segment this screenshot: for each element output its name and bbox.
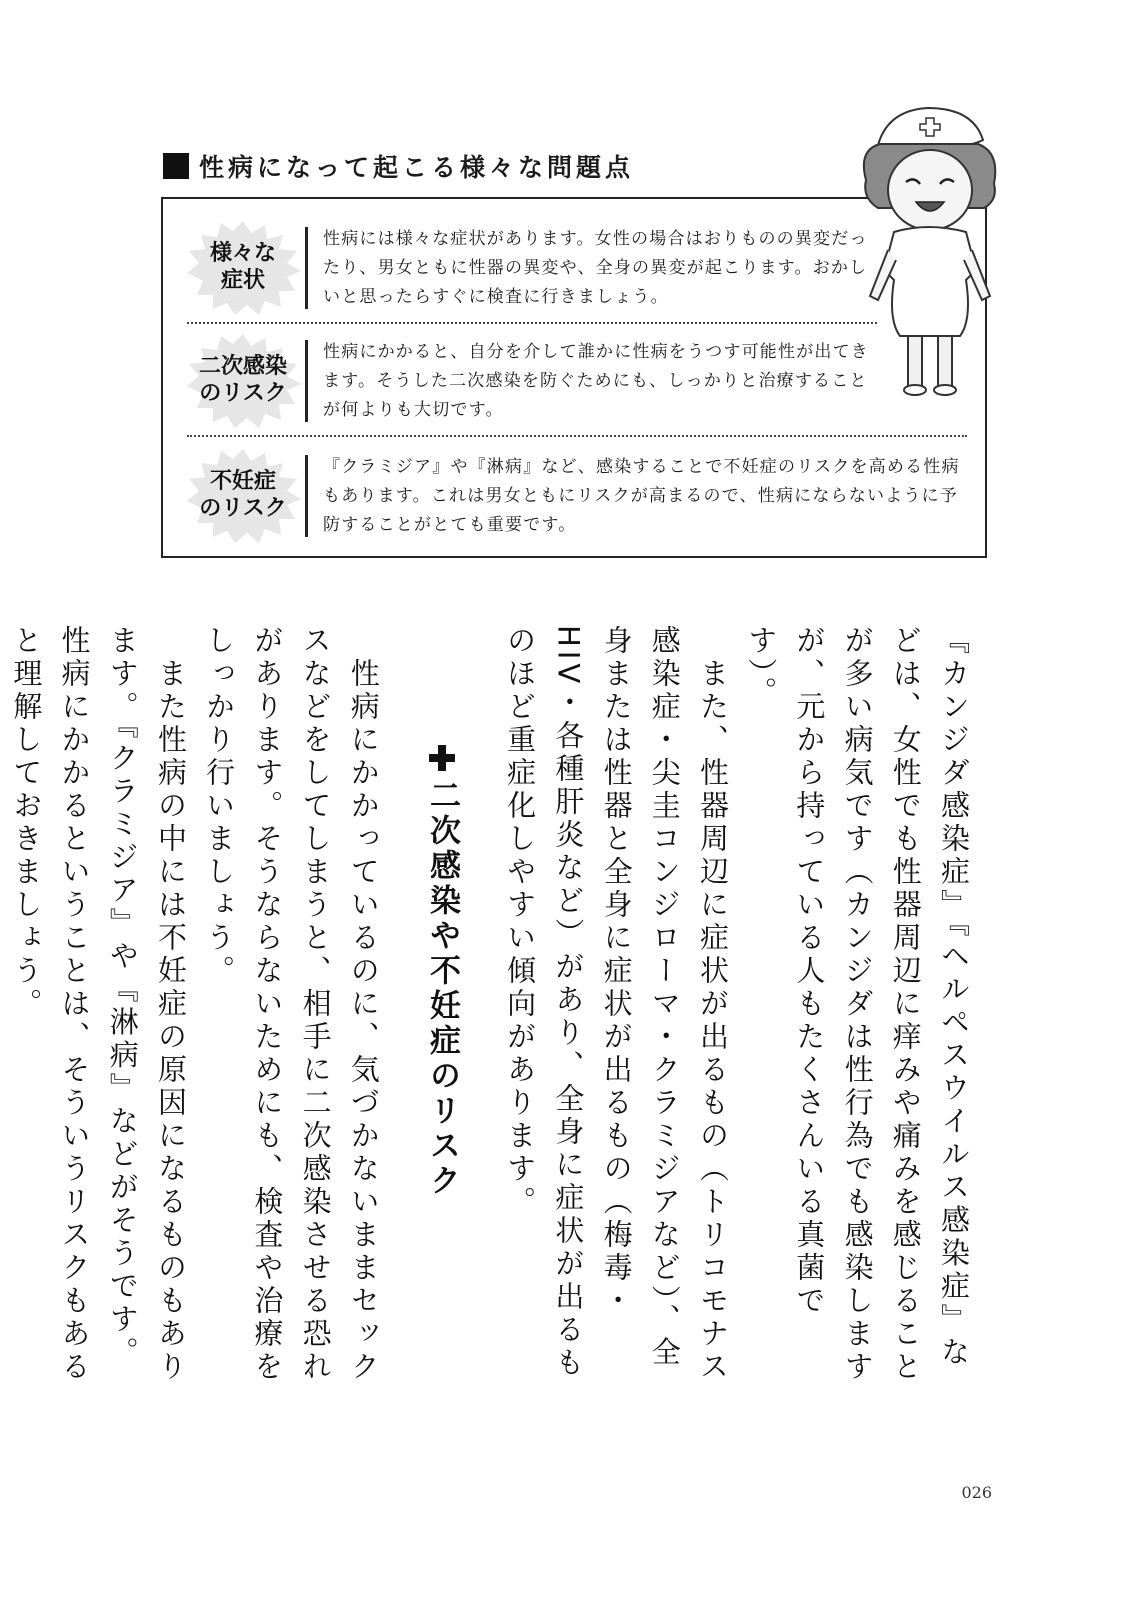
row-divider-bar [305, 340, 308, 422]
badge-infertility [183, 447, 303, 543]
section-title-text: 性病になって起こる様々な問題点 [199, 153, 635, 182]
row-divider-bar [305, 227, 308, 309]
badge-label: 二次感染 のリスク [198, 354, 287, 406]
cross-icon [429, 745, 455, 771]
subsection-heading [418, 745, 466, 1385]
dotted-divider [187, 435, 967, 437]
badge-secondary-infection [183, 332, 303, 428]
dotted-divider [187, 322, 877, 324]
problem-row-infertility [163, 441, 985, 551]
badge-symptoms [183, 219, 303, 315]
problem-text: 『クラミジア』や『淋病』など、感染することで不妊症のリスクを高める性病もあります。これは男女ともにリスクが高まるので、性病にならないように予防することがとても重要です。 [323, 457, 960, 535]
body-paragraph: また、性器周辺に症状が出るもの（トリコモナス感染症・尖圭コンジローマ・クラミジアなど）、全身または性器と全身に症状が出るもの（梅毒・HIV・各種肝炎など）があり、全身に症状が出るものほど重症化しやすい傾向があります。 [503, 625, 730, 1384]
body-paragraph: 性病にかかっているのに、気づかないままセックスなどをしてしまうと、相手に二次感染させる恐れがあります。そうならないためにも、検査や治療をしっかり行いましょう。 [202, 625, 381, 1384]
badge-label: 不妊症 のリスク [199, 469, 287, 521]
vertical-body-text [2, 625, 978, 1385]
row-divider-bar [305, 455, 308, 537]
body-paragraph: 『カンジダ感染症』『ヘルペスウイルス感染症』などは、女性でも性器周辺に痒みや痛みを感じることが多い病気です（カンジダは性行為でも感染しますが、元から持っている人もたくさんいる真菌です）。 [744, 625, 971, 1384]
problem-text: 性病にかかると、自分を介して誰かに性病をうつす可能性が出てきます。そうした二次感染を防ぐためにも、しっかりと治療することが何よりも大切です。 [323, 342, 869, 420]
body-paragraph: また性病の中には不妊症の原因になるものもあります。『クラミジア』や『淋病』などがそうです。性病にかかるということは、そういうリスクもあると理解しておきましょう。 [9, 625, 188, 1384]
page-number: 026 [961, 1483, 992, 1502]
subsection-heading-text: 二次感染や不妊症のリスク [423, 779, 460, 1199]
section-title [163, 148, 634, 184]
nurse-illustration [848, 100, 1008, 400]
problem-text: 性病には様々な症状があります。女性の場合はおりものの異変だったり、男女ともに性器の異変や、全身の異変が起こります。おかしいと思ったらすぐに検査に行きましょう。 [323, 229, 868, 307]
badge-label: 様々な 症状 [209, 241, 276, 293]
square-bullet-icon [163, 153, 189, 179]
